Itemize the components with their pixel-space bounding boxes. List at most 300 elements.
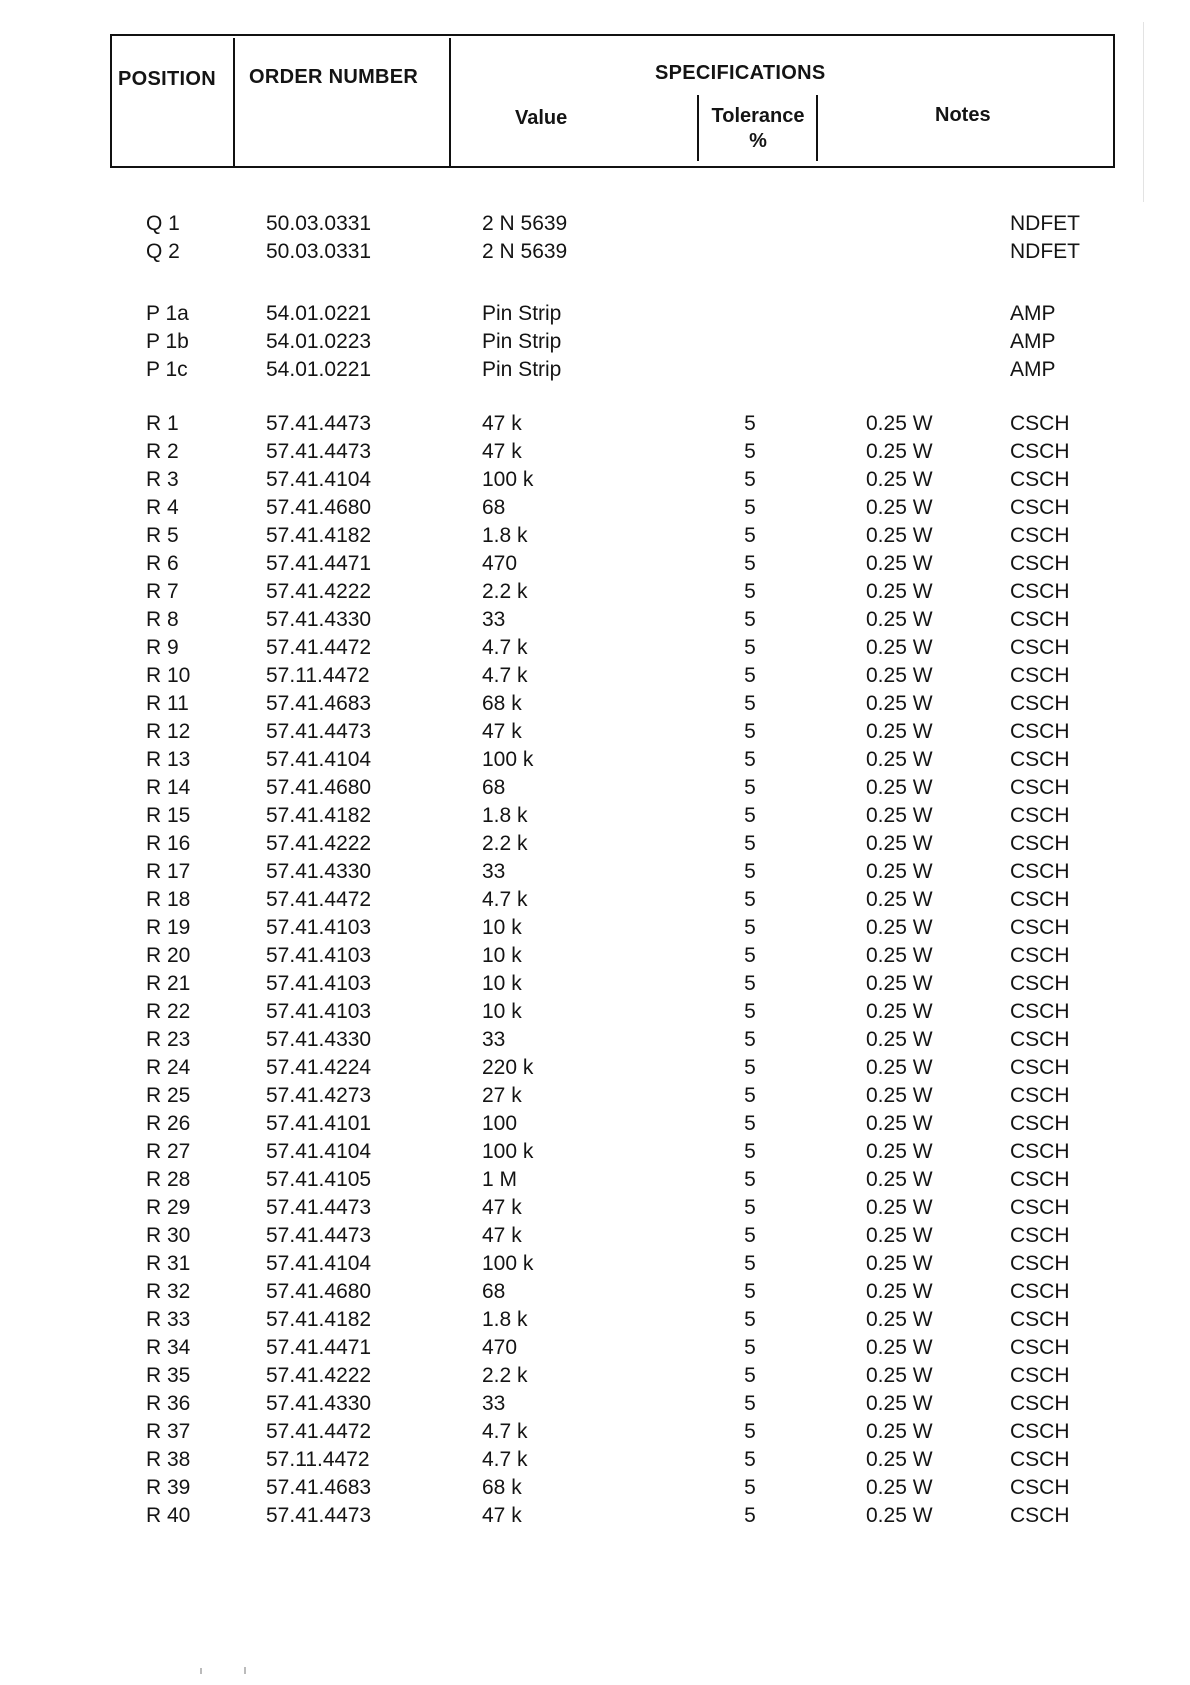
position-cell: R 18 — [146, 888, 191, 911]
power-rating-cell: 0.25 W — [866, 664, 933, 687]
order-number-cell: 54.01.0221 — [266, 358, 372, 381]
notes-cell: CSCH — [1010, 608, 1070, 631]
notes-cell: CSCH — [1010, 1336, 1070, 1359]
position-cell: R 33 — [146, 1308, 191, 1331]
notes-cell: CSCH — [1010, 748, 1070, 771]
position-cell: R 11 — [146, 692, 189, 715]
power-rating-cell: 0.25 W — [866, 1504, 933, 1527]
tolerance-cell: 5 — [744, 496, 756, 519]
tolerance-cell: 5 — [744, 1028, 756, 1051]
position-cell: P 1b — [146, 330, 189, 353]
table-row — [0, 1056, 1190, 1084]
power-rating-cell: 0.25 W — [866, 440, 933, 463]
power-rating-cell: 0.25 W — [866, 552, 933, 575]
tolerance-cell: 5 — [744, 1336, 756, 1359]
order-number-cell: 57.41.4473 — [266, 1224, 372, 1247]
position-cell: R 3 — [146, 468, 179, 491]
position-cell: R 6 — [146, 552, 179, 575]
tolerance-cell: 5 — [744, 580, 756, 603]
table-row — [0, 888, 1190, 916]
table-row — [0, 972, 1190, 1000]
power-rating-cell: 0.25 W — [866, 1112, 933, 1135]
order-number-cell: 57.41.4103 — [266, 972, 372, 995]
order-number-cell: 57.41.4104 — [266, 1252, 372, 1275]
table-row — [0, 804, 1190, 832]
value-cell: 47 k — [482, 412, 522, 435]
power-rating-cell: 0.25 W — [866, 1196, 933, 1219]
power-rating-cell: 0.25 W — [866, 1280, 933, 1303]
tolerance-cell: 5 — [744, 1448, 756, 1471]
power-rating-cell: 0.25 W — [866, 608, 933, 631]
value-cell: 2 N 5639 — [482, 212, 568, 235]
power-rating-cell: 0.25 W — [866, 1056, 933, 1079]
power-rating-cell: 0.25 W — [866, 1392, 933, 1415]
value-cell: 1 M — [482, 1168, 518, 1191]
tolerance-cell: 5 — [744, 1056, 756, 1079]
table-row — [0, 916, 1190, 944]
tolerance-cell: 5 — [744, 608, 756, 631]
order-number-cell: 57.41.4105 — [266, 1168, 372, 1191]
order-number-cell: 57.41.4104 — [266, 748, 372, 771]
power-rating-cell: 0.25 W — [866, 916, 933, 939]
notes-cell: CSCH — [1010, 1028, 1070, 1051]
value-cell: 470 — [482, 1336, 518, 1359]
tolerance-cell: 5 — [744, 664, 756, 687]
power-rating-cell: 0.25 W — [866, 692, 933, 715]
value-cell: 10 k — [482, 916, 522, 939]
header-divider-tolerance-left — [697, 95, 699, 161]
position-cell: R 14 — [146, 776, 191, 799]
position-cell: R 19 — [146, 916, 191, 939]
value-cell: 4.7 k — [482, 1420, 528, 1443]
notes-cell: CSCH — [1010, 1196, 1070, 1219]
tolerance-cell: 5 — [744, 860, 756, 883]
position-cell: R 29 — [146, 1196, 191, 1219]
order-number-cell: 57.41.4680 — [266, 496, 372, 519]
value-cell: 100 k — [482, 748, 534, 771]
table-row — [0, 440, 1190, 468]
value-cell: 10 k — [482, 972, 522, 995]
value-cell: Pin Strip — [482, 330, 562, 353]
position-cell: R 13 — [146, 748, 191, 771]
order-number-cell: 57.41.4103 — [266, 1000, 372, 1023]
order-number-cell: 57.41.4473 — [266, 412, 372, 435]
order-number-cell: 50.03.0331 — [266, 212, 372, 235]
tolerance-cell: 5 — [744, 1476, 756, 1499]
value-cell: 68 k — [482, 1476, 522, 1499]
value-cell: 47 k — [482, 1504, 522, 1527]
order-number-cell: 57.41.4222 — [266, 832, 372, 855]
table-row — [0, 692, 1190, 720]
power-rating-cell: 0.25 W — [866, 720, 933, 743]
notes-cell: CSCH — [1010, 1364, 1070, 1387]
header-divider-tolerance-right — [816, 95, 818, 161]
order-number-cell: 57.41.4473 — [266, 1504, 372, 1527]
scan-mark — [244, 1667, 246, 1674]
tolerance-cell: 5 — [744, 1280, 756, 1303]
tolerance-cell: 5 — [744, 888, 756, 911]
position-cell: R 34 — [146, 1336, 191, 1359]
table-row — [0, 832, 1190, 860]
order-number-cell: 57.41.4182 — [266, 1308, 372, 1331]
order-number-cell: 57.41.4473 — [266, 720, 372, 743]
table-row — [0, 1420, 1190, 1448]
notes-cell: CSCH — [1010, 1280, 1070, 1303]
position-cell: R 39 — [146, 1476, 191, 1499]
tolerance-cell: 5 — [744, 1252, 756, 1275]
value-cell: 47 k — [482, 1224, 522, 1247]
notes-cell: AMP — [1010, 358, 1056, 381]
notes-cell: CSCH — [1010, 1000, 1070, 1023]
table-row — [0, 636, 1190, 664]
notes-cell: CSCH — [1010, 860, 1070, 883]
value-cell: Pin Strip — [482, 358, 562, 381]
notes-cell: CSCH — [1010, 552, 1070, 575]
tolerance-cell: 5 — [744, 1224, 756, 1247]
position-cell: R 36 — [146, 1392, 191, 1415]
notes-cell: CSCH — [1010, 1392, 1070, 1415]
order-number-cell: 57.41.4471 — [266, 1336, 372, 1359]
table-row — [0, 720, 1190, 748]
notes-cell: CSCH — [1010, 916, 1070, 939]
value-cell: 27 k — [482, 1084, 522, 1107]
notes-cell: NDFET — [1010, 240, 1080, 263]
value-cell: 100 k — [482, 1252, 534, 1275]
power-rating-cell: 0.25 W — [866, 1140, 933, 1163]
power-rating-cell: 0.25 W — [866, 496, 933, 519]
tolerance-cell: 5 — [744, 1140, 756, 1163]
value-cell: 68 — [482, 776, 506, 799]
notes-cell: CSCH — [1010, 1140, 1070, 1163]
position-cell: R 24 — [146, 1056, 191, 1079]
order-number-cell: 57.41.4330 — [266, 860, 372, 883]
order-number-cell: 57.41.4104 — [266, 1140, 372, 1163]
notes-cell: AMP — [1010, 330, 1056, 353]
value-cell: 220 k — [482, 1056, 534, 1079]
power-rating-cell: 0.25 W — [866, 1084, 933, 1107]
value-cell: 47 k — [482, 440, 522, 463]
power-rating-cell: 0.25 W — [866, 1000, 933, 1023]
power-rating-cell: 0.25 W — [866, 1420, 933, 1443]
table-row — [0, 302, 1190, 330]
notes-cell: NDFET — [1010, 212, 1080, 235]
order-number-cell: 57.11.4472 — [266, 1448, 370, 1471]
tolerance-cell: 5 — [744, 1392, 756, 1415]
order-number-cell: 54.01.0221 — [266, 302, 372, 325]
value-cell: 1.8 k — [482, 804, 528, 827]
tolerance-cell: 5 — [744, 440, 756, 463]
table-row — [0, 468, 1190, 496]
value-cell: 33 — [482, 1392, 506, 1415]
position-cell: Q 2 — [146, 240, 180, 263]
notes-cell: CSCH — [1010, 1168, 1070, 1191]
value-cell: 1.8 k — [482, 1308, 528, 1331]
value-cell: 2.2 k — [482, 580, 528, 603]
position-cell: R 35 — [146, 1364, 191, 1387]
table-row — [0, 580, 1190, 608]
power-rating-cell: 0.25 W — [866, 1252, 933, 1275]
position-cell: R 26 — [146, 1112, 191, 1135]
table-row — [0, 412, 1190, 440]
value-cell: 33 — [482, 860, 506, 883]
table-row — [0, 1224, 1190, 1252]
tolerance-cell: 5 — [744, 1364, 756, 1387]
tolerance-cell: 5 — [744, 1000, 756, 1023]
tolerance-cell: 5 — [744, 1084, 756, 1107]
tolerance-cell: 5 — [744, 524, 756, 547]
tolerance-cell: 5 — [744, 1196, 756, 1219]
position-cell: R 17 — [146, 860, 191, 883]
table-header — [110, 34, 1115, 168]
position-cell: Q 1 — [146, 212, 180, 235]
value-cell: 1.8 k — [482, 524, 528, 547]
table-row — [0, 1028, 1190, 1056]
table-row — [0, 608, 1190, 636]
header-divider-order — [449, 38, 451, 166]
position-cell: R 28 — [146, 1168, 191, 1191]
order-number-cell: 57.41.4103 — [266, 916, 372, 939]
value-cell: 100 k — [482, 468, 534, 491]
position-cell: R 1 — [146, 412, 179, 435]
value-cell: 4.7 k — [482, 1448, 528, 1471]
table-row — [0, 1476, 1190, 1504]
table-row — [0, 212, 1190, 240]
order-number-cell: 54.01.0223 — [266, 330, 372, 353]
position-cell: P 1c — [146, 358, 188, 381]
table-row — [0, 1364, 1190, 1392]
order-number-cell: 57.41.4472 — [266, 888, 372, 911]
tolerance-cell: 5 — [744, 412, 756, 435]
value-cell: 100 — [482, 1112, 518, 1135]
power-rating-cell: 0.25 W — [866, 1028, 933, 1051]
tolerance-cell: 5 — [744, 748, 756, 771]
order-number-cell: 57.41.4103 — [266, 944, 372, 967]
table-row — [0, 1336, 1190, 1364]
notes-cell: CSCH — [1010, 888, 1070, 911]
table-row — [0, 358, 1190, 386]
power-rating-cell: 0.25 W — [866, 776, 933, 799]
value-cell: 47 k — [482, 720, 522, 743]
position-cell: R 2 — [146, 440, 179, 463]
power-rating-cell: 0.25 W — [866, 412, 933, 435]
position-cell: R 37 — [146, 1420, 191, 1443]
power-rating-cell: 0.25 W — [866, 1168, 933, 1191]
scan-mark — [1143, 22, 1144, 202]
notes-cell: CSCH — [1010, 972, 1070, 995]
notes-cell: CSCH — [1010, 440, 1070, 463]
notes-cell: CSCH — [1010, 664, 1070, 687]
position-cell: R 25 — [146, 1084, 191, 1107]
notes-cell: CSCH — [1010, 496, 1070, 519]
table-row — [0, 1252, 1190, 1280]
order-number-cell: 57.41.4101 — [266, 1112, 372, 1135]
table-row — [0, 664, 1190, 692]
power-rating-cell: 0.25 W — [866, 804, 933, 827]
position-cell: R 38 — [146, 1448, 191, 1471]
notes-cell: CSCH — [1010, 1420, 1070, 1443]
tolerance-cell: 5 — [744, 720, 756, 743]
value-cell: 10 k — [482, 1000, 522, 1023]
table-row — [0, 1308, 1190, 1336]
table-row — [0, 776, 1190, 804]
notes-cell: CSCH — [1010, 692, 1070, 715]
table-row — [0, 1084, 1190, 1112]
table-row — [0, 1280, 1190, 1308]
position-cell: R 10 — [146, 664, 191, 687]
value-cell: 47 k — [482, 1196, 522, 1219]
value-cell: 33 — [482, 1028, 506, 1051]
order-number-cell: 57.41.4473 — [266, 1196, 372, 1219]
position-cell: R 5 — [146, 524, 179, 547]
order-number-cell: 57.11.4472 — [266, 664, 370, 687]
order-number-cell: 57.41.4683 — [266, 692, 372, 715]
notes-cell: CSCH — [1010, 580, 1070, 603]
notes-cell: CSCH — [1010, 468, 1070, 491]
order-number-cell: 57.41.4273 — [266, 1084, 372, 1107]
value-cell: 4.7 k — [482, 636, 528, 659]
order-number-cell: 57.41.4182 — [266, 524, 372, 547]
value-cell: 470 — [482, 552, 518, 575]
order-number-cell: 57.41.4471 — [266, 552, 372, 575]
value-cell: 4.7 k — [482, 888, 528, 911]
value-cell: 100 k — [482, 1140, 534, 1163]
scan-mark — [200, 1668, 202, 1674]
table-row — [0, 944, 1190, 972]
position-cell: R 20 — [146, 944, 191, 967]
power-rating-cell: 0.25 W — [866, 748, 933, 771]
table-row — [0, 330, 1190, 358]
tolerance-cell: 5 — [744, 832, 756, 855]
value-cell: 2.2 k — [482, 1364, 528, 1387]
table-row — [0, 240, 1190, 268]
table-row — [0, 748, 1190, 776]
power-rating-cell: 0.25 W — [866, 636, 933, 659]
power-rating-cell: 0.25 W — [866, 1336, 933, 1359]
table-row — [0, 1000, 1190, 1028]
position-cell: R 8 — [146, 608, 179, 631]
notes-cell: CSCH — [1010, 804, 1070, 827]
value-cell: 10 k — [482, 944, 522, 967]
order-number-cell: 57.41.4680 — [266, 776, 372, 799]
tolerance-cell: 5 — [744, 692, 756, 715]
power-rating-cell: 0.25 W — [866, 580, 933, 603]
position-cell: R 15 — [146, 804, 191, 827]
table-row — [0, 1504, 1190, 1532]
power-rating-cell: 0.25 W — [866, 1308, 933, 1331]
tolerance-cell: 5 — [744, 468, 756, 491]
header-tolerance: Tolerance — [711, 105, 805, 127]
tolerance-cell: 5 — [744, 552, 756, 575]
notes-cell: CSCH — [1010, 1448, 1070, 1471]
tolerance-cell: 5 — [744, 804, 756, 827]
position-cell: R 31 — [146, 1252, 191, 1275]
notes-cell: CSCH — [1010, 1308, 1070, 1331]
position-cell: R 21 — [146, 972, 191, 995]
order-number-cell: 50.03.0331 — [266, 240, 372, 263]
order-number-cell: 57.41.4330 — [266, 1028, 372, 1051]
notes-cell: CSCH — [1010, 944, 1070, 967]
table-row — [0, 524, 1190, 552]
tolerance-cell: 5 — [744, 1504, 756, 1527]
power-rating-cell: 0.25 W — [866, 1224, 933, 1247]
notes-cell: CSCH — [1010, 412, 1070, 435]
value-cell: 68 — [482, 496, 506, 519]
tolerance-cell: 5 — [744, 776, 756, 799]
order-number-cell: 57.41.4104 — [266, 468, 372, 491]
header-notes: Notes — [935, 104, 991, 126]
notes-cell: CSCH — [1010, 636, 1070, 659]
position-cell: R 4 — [146, 496, 179, 519]
notes-cell: CSCH — [1010, 524, 1070, 547]
table-row — [0, 1392, 1190, 1420]
table-row — [0, 496, 1190, 524]
notes-cell: CSCH — [1010, 1504, 1070, 1527]
notes-cell: CSCH — [1010, 1056, 1070, 1079]
value-cell: 68 — [482, 1280, 506, 1303]
notes-cell: CSCH — [1010, 1476, 1070, 1499]
power-rating-cell: 0.25 W — [866, 1364, 933, 1387]
power-rating-cell: 0.25 W — [866, 972, 933, 995]
power-rating-cell: 0.25 W — [866, 524, 933, 547]
tolerance-cell: 5 — [744, 1308, 756, 1331]
notes-cell: CSCH — [1010, 1112, 1070, 1135]
notes-cell: CSCH — [1010, 1224, 1070, 1247]
table-row — [0, 552, 1190, 580]
position-cell: R 12 — [146, 720, 191, 743]
order-number-cell: 57.41.4330 — [266, 608, 372, 631]
value-cell: 68 k — [482, 692, 522, 715]
notes-cell: CSCH — [1010, 832, 1070, 855]
notes-cell: AMP — [1010, 302, 1056, 325]
order-number-cell: 57.41.4222 — [266, 1364, 372, 1387]
value-cell: 4.7 k — [482, 664, 528, 687]
power-rating-cell: 0.25 W — [866, 944, 933, 967]
power-rating-cell: 0.25 W — [866, 888, 933, 911]
table-row — [0, 860, 1190, 888]
table-row — [0, 1140, 1190, 1168]
value-cell: Pin Strip — [482, 302, 562, 325]
header-specifications: SPECIFICATIONS — [655, 62, 826, 84]
power-rating-cell: 0.25 W — [866, 468, 933, 491]
tolerance-cell: 5 — [744, 636, 756, 659]
table-row — [0, 1112, 1190, 1140]
position-cell: R 7 — [146, 580, 179, 603]
order-number-cell: 57.41.4330 — [266, 1392, 372, 1415]
tolerance-cell: 5 — [744, 944, 756, 967]
tolerance-cell: 5 — [744, 916, 756, 939]
tolerance-cell: 5 — [744, 1420, 756, 1443]
order-number-cell: 57.41.4224 — [266, 1056, 372, 1079]
notes-cell: CSCH — [1010, 720, 1070, 743]
value-cell: 2 N 5639 — [482, 240, 568, 263]
order-number-cell: 57.41.4472 — [266, 636, 372, 659]
power-rating-cell: 0.25 W — [866, 832, 933, 855]
position-cell: R 23 — [146, 1028, 191, 1051]
position-cell: R 32 — [146, 1280, 191, 1303]
value-cell: 33 — [482, 608, 506, 631]
tolerance-cell: 5 — [744, 972, 756, 995]
tolerance-cell: 5 — [744, 1112, 756, 1135]
value-cell: 2.2 k — [482, 832, 528, 855]
table-row — [0, 1168, 1190, 1196]
notes-cell: CSCH — [1010, 1084, 1070, 1107]
notes-cell: CSCH — [1010, 1252, 1070, 1275]
power-rating-cell: 0.25 W — [866, 860, 933, 883]
order-number-cell: 57.41.4182 — [266, 804, 372, 827]
position-cell: R 27 — [146, 1140, 191, 1163]
notes-cell: CSCH — [1010, 776, 1070, 799]
table-row — [0, 1448, 1190, 1476]
